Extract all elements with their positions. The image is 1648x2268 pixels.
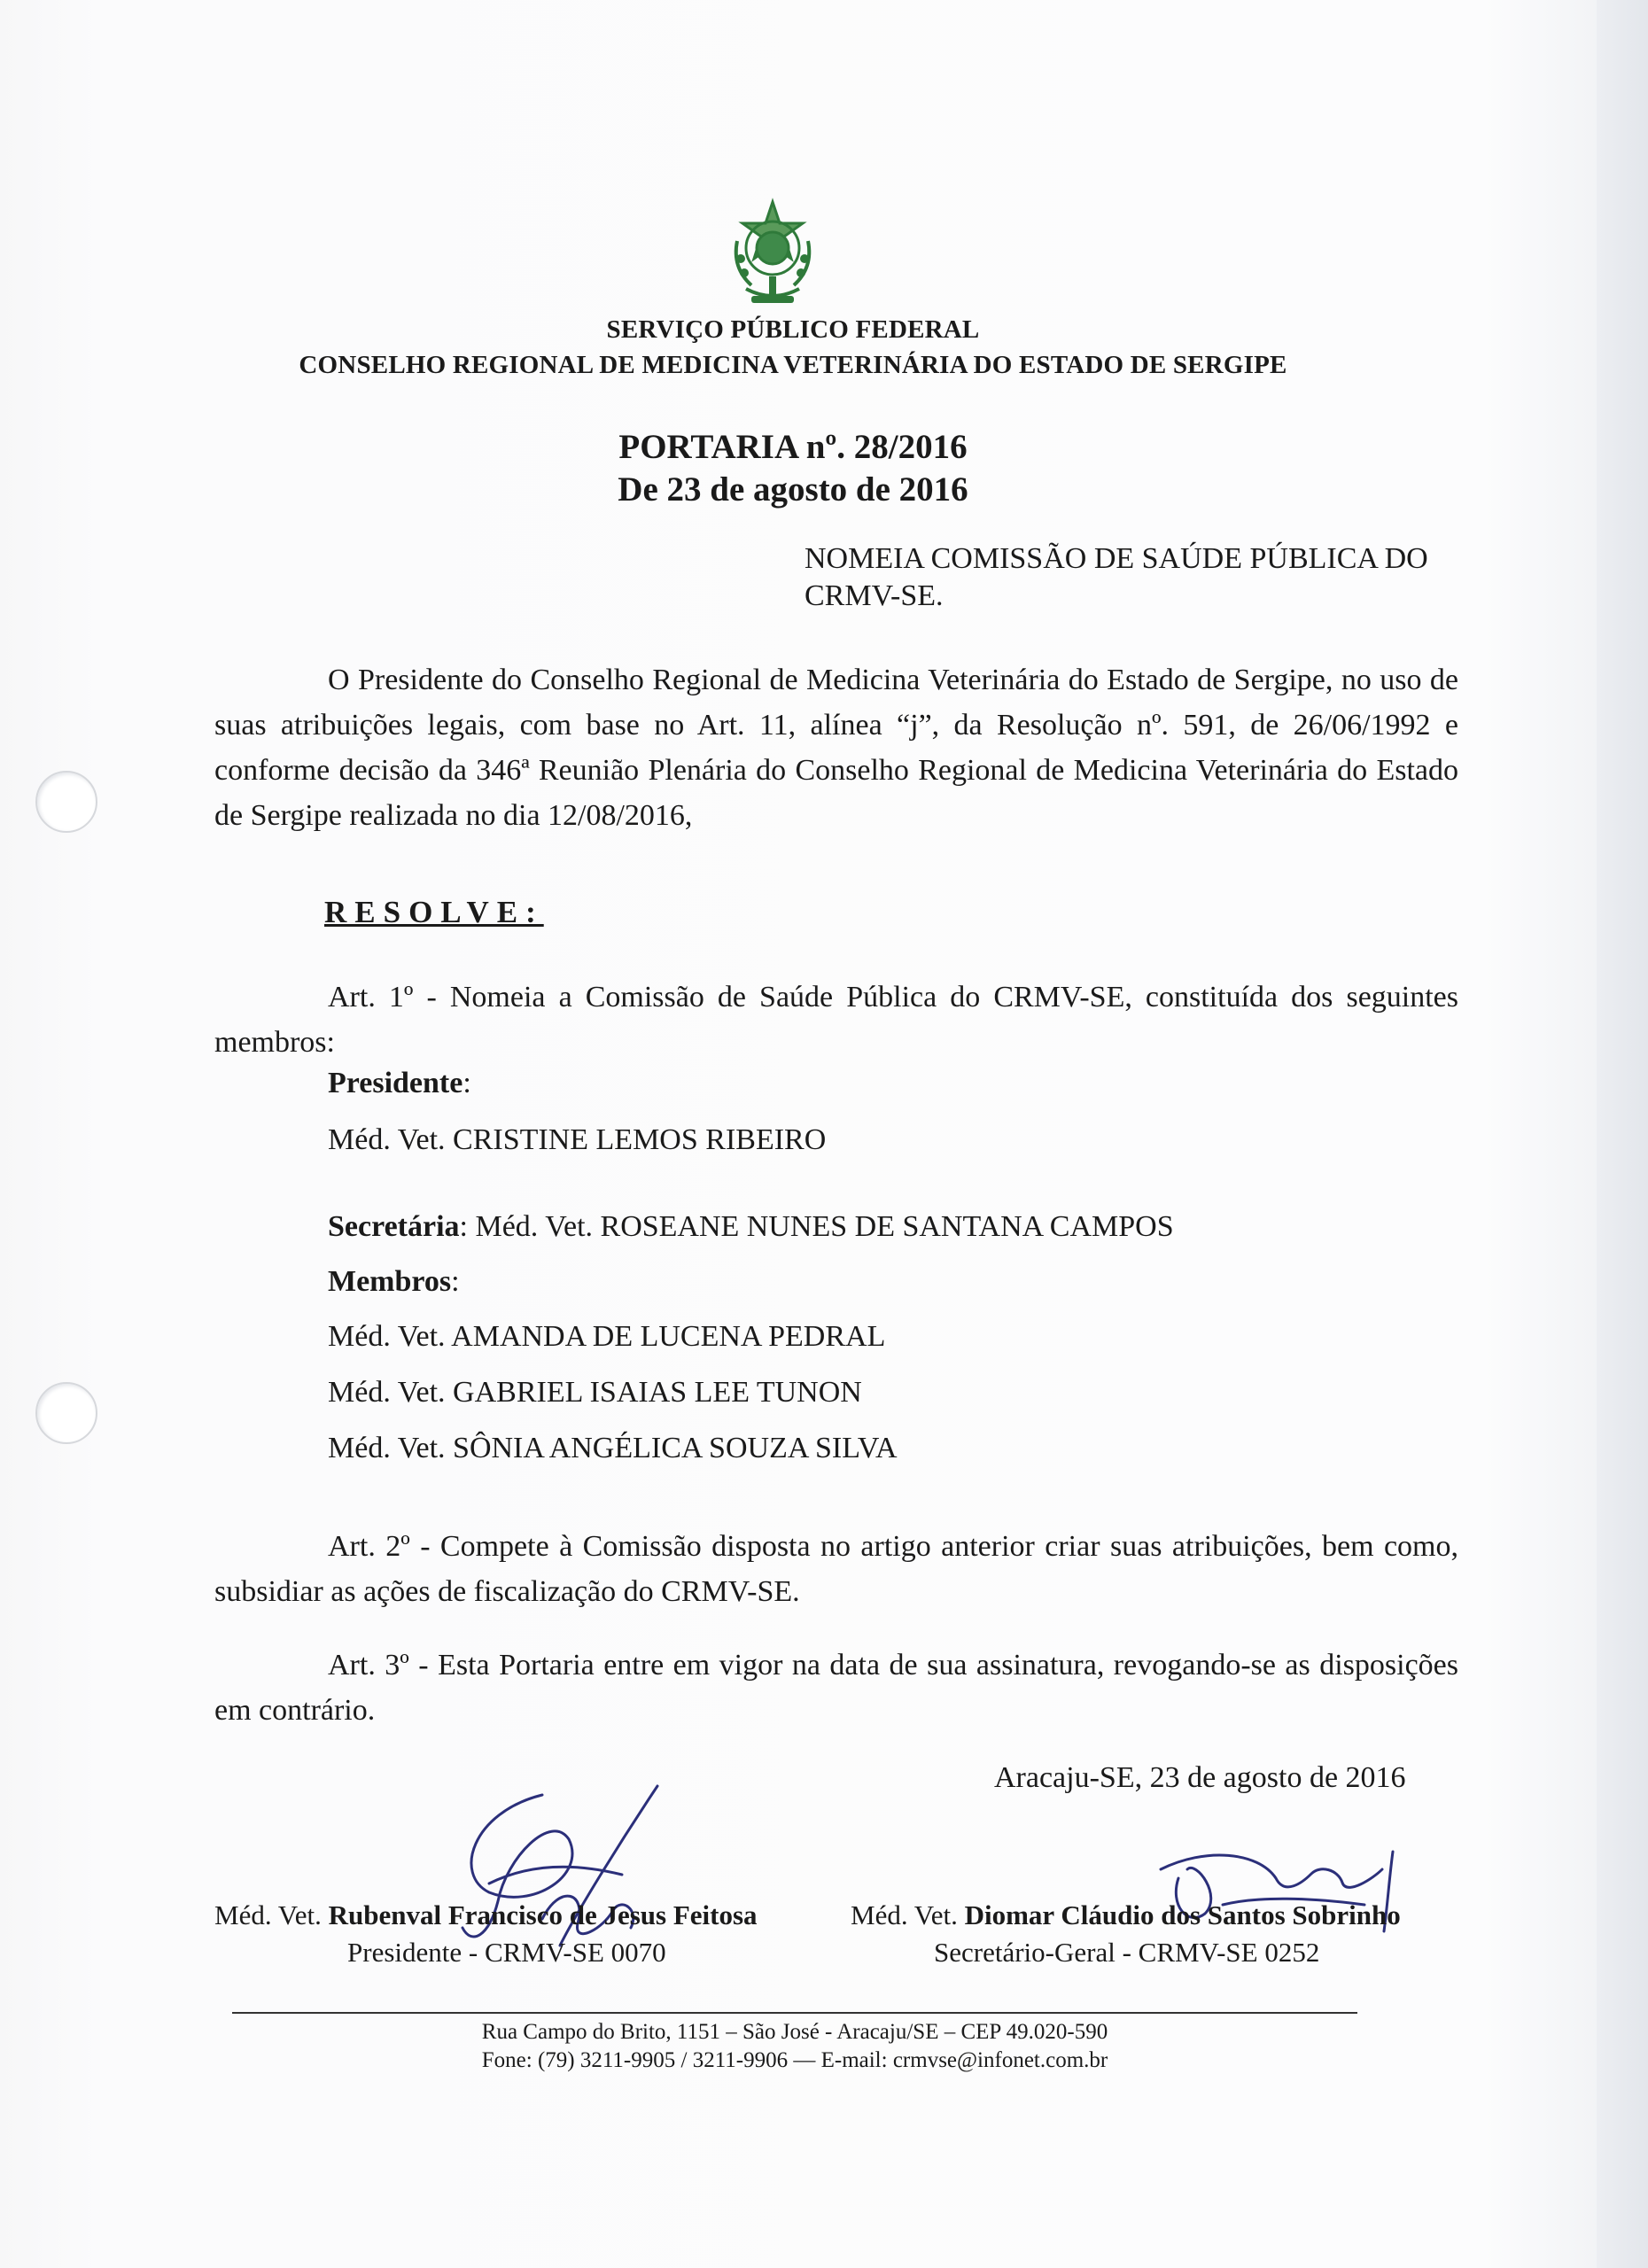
- secretary-signatory: [851, 1899, 1401, 1931]
- president-signatory-role: Presidente - CRMV-SE 0070: [347, 1937, 666, 1968]
- header-council: CONSELHO REGIONAL DE MEDICINA VETERINÁRIA DO ESTADO DE SERGIPE: [299, 351, 1287, 379]
- ordinance-date: De 23 de agosto de 2016: [618, 470, 968, 509]
- members-entry: Membros:: [328, 1265, 460, 1298]
- secretary-signatory-name: Diomar Cláudio dos Santos Sobrinho: [964, 1899, 1401, 1930]
- footer-address: Rua Campo do Brito, 1151 – São José - Aracaju/SE – CEP 49.020-590: [481, 2020, 1108, 2044]
- president-signatory-prefix: Méd. Vet.: [214, 1899, 329, 1930]
- secretary-entry: Secretária: Méd. Vet. ROSEANE NUNES DE SANTANA CAMPOS: [328, 1210, 1174, 1243]
- president-label: Presidente: [328, 1067, 463, 1099]
- member-item: Méd. Vet. SÔNIA ANGÉLICA SOUZA SILVA: [328, 1432, 898, 1464]
- secretary-signatory-prefix: Méd. Vet.: [851, 1899, 965, 1930]
- article-3: Art. 3º - Esta Portaria entre em vigor na data de sua assinatura, revogando-se as disposições em contrário.: [214, 1649, 1458, 1727]
- president-name: Méd. Vet. CRISTINE LEMOS RIBEIRO: [328, 1123, 827, 1156]
- ordinance-number: PORTARIA nº. 28/2016: [618, 428, 968, 466]
- member-item: Méd. Vet. AMANDA DE LUCENA PEDRAL: [328, 1320, 886, 1353]
- president-signatory-name: Rubenval Francisco de Jesus Feitosa: [328, 1899, 758, 1930]
- members-label: Membros: [328, 1265, 452, 1298]
- footer-divider: [232, 2012, 1357, 2014]
- page-edge-shadow: [1597, 0, 1648, 2268]
- article-2: Art. 2º - Compete à Comissão disposta no artigo anterior criar suas atribuições, bem como, subsidiar as ações de fiscalização do CRMV-SE.: [214, 1530, 1458, 1608]
- footer-contact: Fone: (79) 3211-9905 / 3211-9906 — E-mail: crmvse@infonet.com.br: [481, 2048, 1108, 2072]
- president-entry: Presidente:: [328, 1067, 471, 1099]
- summary-line-2: CRMV-SE.: [805, 579, 944, 612]
- president-signatory: [214, 1899, 758, 1931]
- punch-hole-top: [35, 771, 97, 833]
- secretary-signatory-role: Secretário-Geral - CRMV-SE 0252: [934, 1937, 1320, 1968]
- member-item: Méd. Vet. GABRIEL ISAIAS LEE TUNON: [328, 1376, 862, 1409]
- punch-hole-bottom: [35, 1382, 97, 1444]
- brazil-coat-of-arms-icon: [725, 197, 820, 310]
- preamble-paragraph: O Presidente do Conselho Regional de Medicina Veterinária do Estado de Sergipe, no uso de suas atribuições legais, com base no Art. 11, alínea “j”, da Resolução nº. 591, de 26/06/1992 e conforme decisão da 346ª Reunião Plenária do Conselho Regional de Medicina Veterinária do Estado de Sergipe realizada no dia 12/08/2016,: [214, 664, 1458, 832]
- summary-line-1: NOMEIA COMISSÃO DE SAÚDE PÚBLICA DO: [805, 542, 1428, 575]
- article-1: Art. 1º - Nomeia a Comissão de Saúde Pública do CRMV-SE, constituída dos seguintes membros:: [214, 981, 1458, 1059]
- header-service: SERVIÇO PÚBLICO FEDERAL: [606, 315, 980, 344]
- place-and-date: Aracaju-SE, 23 de agosto de 2016: [994, 1761, 1406, 1794]
- secretary-label: Secretária: [328, 1210, 460, 1243]
- secretary-name: Méd. Vet. ROSEANE NUNES DE SANTANA CAMPOS: [475, 1210, 1174, 1243]
- resolve-heading: RESOLVE:: [324, 895, 544, 929]
